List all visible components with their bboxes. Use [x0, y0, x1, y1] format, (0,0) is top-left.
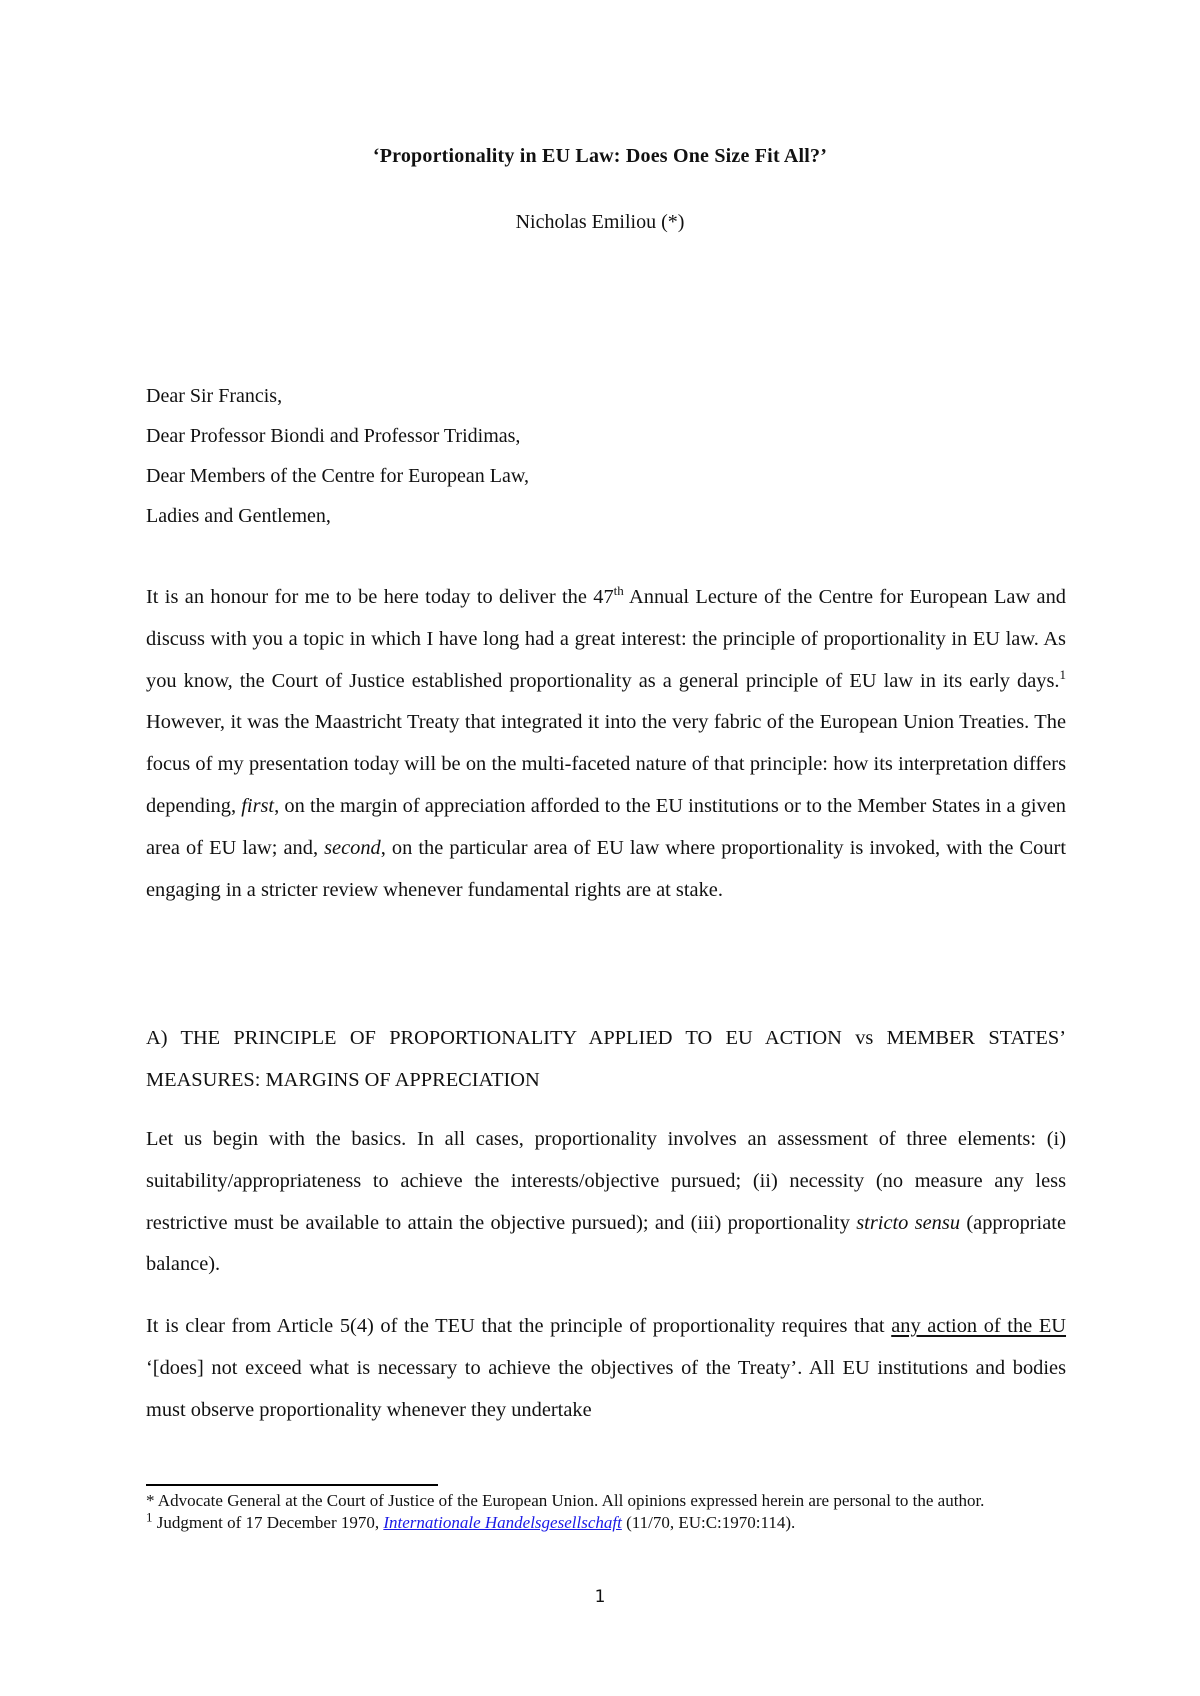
footnote-marker-1: 1	[146, 1509, 153, 1525]
text-run: However, it was the Maastricht Treaty that integrated it into the very fabric of the European Union Treaties. The focus of my presentation today will be on the multi-faceted nature of that principle: how its interpretation differs depending,	[146, 711, 1066, 817]
text-run: Let us begin with the basics. In all cases, proportionality involves an assessment of three elements: (i) suitability/appropriateness to achieve the interests/objective pursued; (ii) necessity (no measure any less restrictive must be available to attain the objective pursued); and (iii) proportionality	[146, 1128, 1066, 1234]
case-link[interactable]: Internationale Handelsgesellschaft	[383, 1513, 622, 1532]
section-heading-a: A) THE PRINCIPLE OF PROPORTIONALITY APPLIED TO EU ACTION vs MEMBER STATES’ MEASURES: MARGINS OF APPRECIATION	[146, 1027, 1066, 1091]
text-run: It is an honour for me to be here today to deliver the 47	[146, 586, 614, 608]
emphasis-second: second	[324, 836, 381, 859]
salutations	[146, 376, 1066, 536]
paragraph-basics	[146, 1119, 1066, 1286]
text-run: ‘[does] not exceed what is necessary to achieve the objectives of the Treaty’. All EU institutions and bodies must observe proportionality whenever they undertake	[146, 1356, 1066, 1421]
paragraph-introduction	[146, 577, 1066, 911]
salutation-line: Dear Sir Francis,	[146, 385, 283, 407]
paragraph-article-5-4	[146, 1306, 1066, 1431]
footnote-separator	[146, 1484, 438, 1486]
footnote-reference-1[interactable]: 1	[1059, 666, 1066, 682]
salutation-line: Dear Professor Biondi and Professor Tridimas,	[146, 425, 521, 447]
superscript-th: th	[613, 583, 624, 599]
text-run: , on the particular area of EU law where proportionality is invoked, with the Court engaging in a stricter review whenever fundamental rights are at stake.	[146, 836, 1066, 901]
text-run: It is clear from Article 5(4) of the TEU that the principle of proportionality requires that	[146, 1315, 892, 1337]
text-run: Judgment of 17 December 1970,	[152, 1513, 384, 1532]
page-number: 1	[594, 1587, 606, 1607]
footnotes	[146, 1490, 1066, 1534]
footnote-star: * Advocate General at the Court of Justice of the European Union. All opinions expressed herein are personal to the author.	[146, 1491, 985, 1510]
salutation-line: Ladies and Gentlemen,	[146, 505, 331, 527]
document-author: Nicholas Emiliou (*)	[515, 211, 685, 233]
salutation-line: Dear Members of the Centre for European Law,	[146, 465, 529, 487]
text-run: (11/70, EU:C:1970:114).	[621, 1513, 796, 1532]
underlined-text: any action of the EU	[891, 1315, 1067, 1337]
text-run: , on the margin of appreciation afforded to the EU institutions or to the Member States in a given area of EU law; and,	[146, 794, 1066, 859]
footnote-1	[146, 1509, 1066, 1534]
emphasis-first: first	[241, 794, 275, 817]
text-run: (appropriate balance).	[146, 1211, 1066, 1276]
emphasis-stricto-sensu: stricto sensu	[856, 1211, 961, 1234]
document-title: ‘Proportionality in EU Law: Does One Size Fit All?’	[372, 145, 828, 167]
text-run: Annual Lecture of the Centre for European Law and discuss with you a topic in which I have long had a great interest: the principle of proportionality in EU law. As you know, the Court of Justice established proportionality as a general principle of EU law in its early days.	[146, 586, 1066, 692]
